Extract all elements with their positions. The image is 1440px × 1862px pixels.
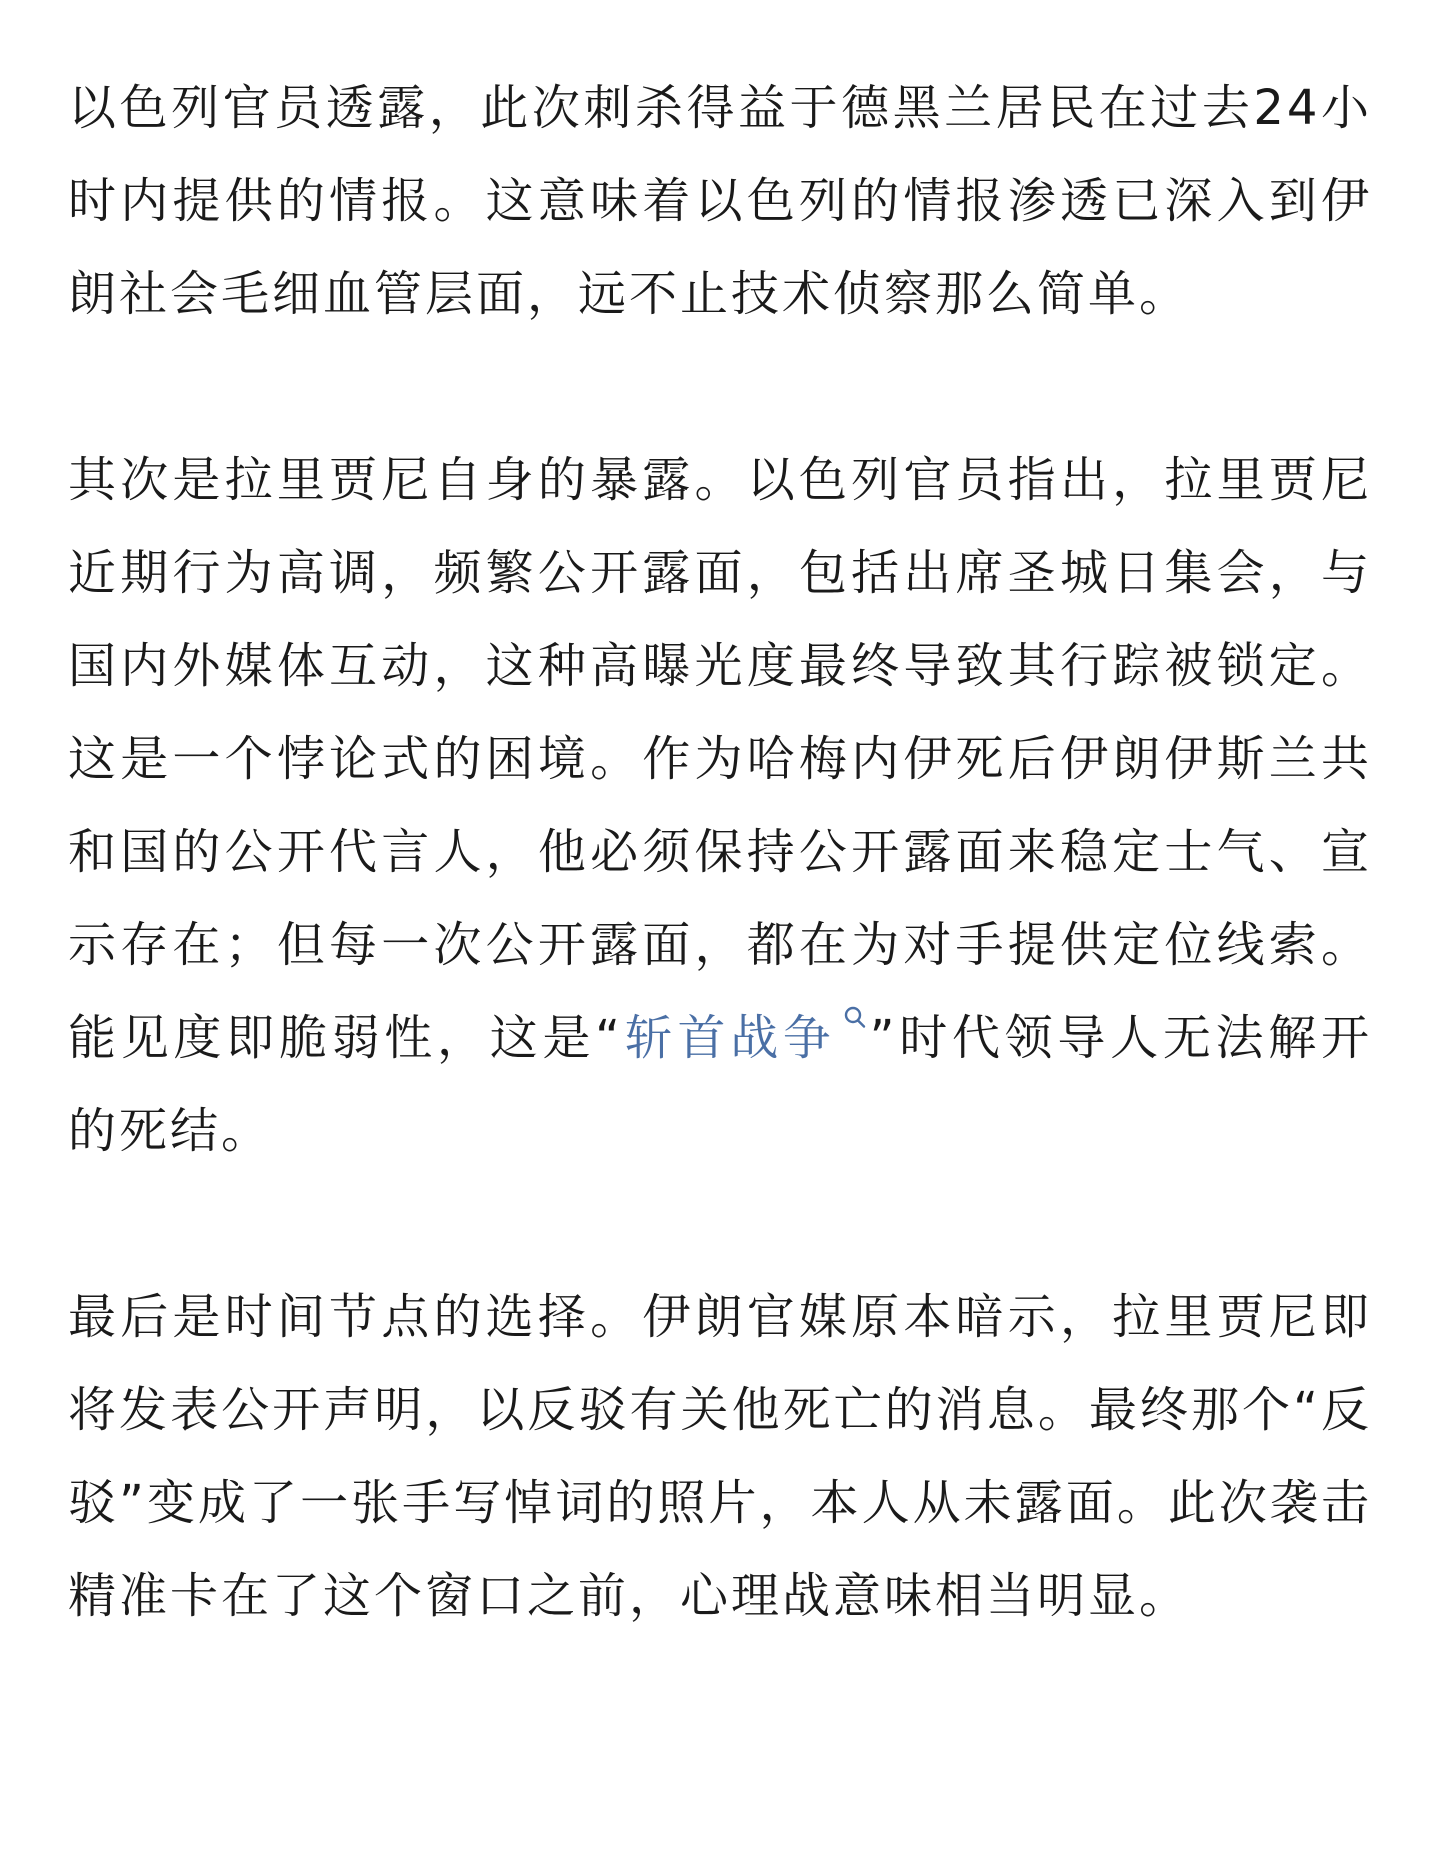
keyword-link-decapitation-war[interactable] bbox=[623, 1010, 870, 1066]
search-icon bbox=[842, 1005, 868, 1031]
paragraph-exposure-tail: ”时代领导人无法解开的死结。 bbox=[68, 1010, 1372, 1159]
article-body bbox=[68, 62, 1372, 1643]
paragraph-exposure bbox=[68, 434, 1372, 1178]
keyword-link-label: 斩首战争 bbox=[623, 1010, 836, 1066]
paragraph-timing: 最后是时间节点的选择。伊朗官媒原本暗示，拉里贾尼即将发表公开声明，以反驳有关他死亡的消息。最终那个“反驳”变成了一张手写悼词的照片，本人从未露面。此次袭击精准卡在了这个窗口之前，心理战意味相当明显。 bbox=[68, 1289, 1372, 1624]
paragraph-intelligence: 以色列官员透露，此次刺杀得益于德黑兰居民在过去24小时内提供的情报。这意味着以色列的情报渗透已深入到伊朗社会毛细血管层面，远不止技术侦察那么简单。 bbox=[68, 80, 1372, 322]
paragraph-exposure-lead: 其次是拉里贾尼自身的暴露。以色列官员指出，拉里贾尼近期行为高调，频繁公开露面，包括出席圣城日集会，与国内外媒体互动，这种高曝光度最终导致其行踪被锁定。这是一个悖论式的困境。作为哈梅内伊死后伊朗伊斯兰共和国的公开代言人，他必须保持公开露面来稳定士气、宣示存在；但每一次公开露面，都在为对手提供定位线索。能见度即脆弱性，这是“ bbox=[68, 452, 1372, 1066]
